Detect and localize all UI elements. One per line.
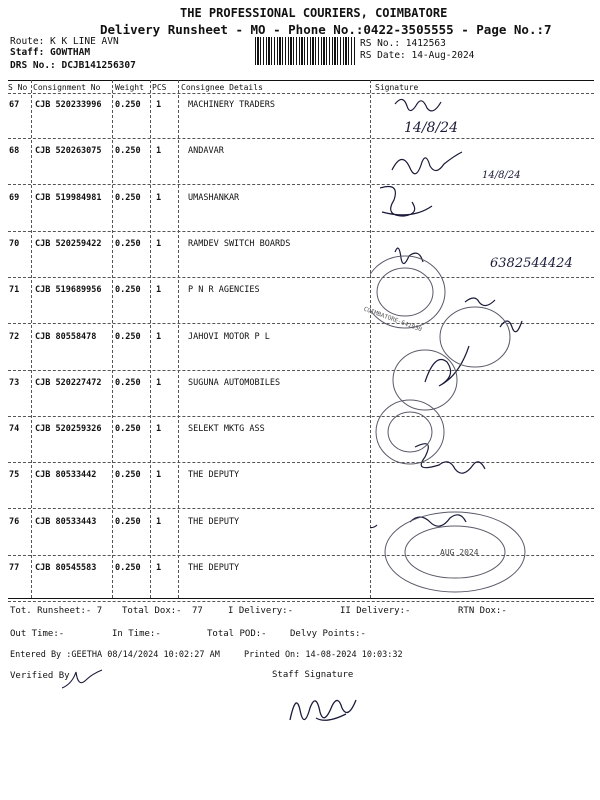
row-consignee: MACHINERY TRADERS [188,100,275,110]
row-sno: 69 [9,192,20,203]
document-title: THE PROFESSIONAL COURIERS, COIMBATORE [180,6,448,20]
column-divider [150,80,151,598]
column-divider [112,80,113,598]
row-divider [8,601,594,602]
entered-by: Entered By :GEETHA 08/14/2024 10:02:27 AM [10,650,220,660]
row-pcs: 1 [156,377,162,388]
row-weight: 0.250 [115,331,141,342]
row-pcs: 1 [156,192,162,203]
handwritten-date-67: 14/8/24 [404,120,458,136]
route-label: Route: K K LINE AVN [10,36,119,47]
rtn-dox: RTN Dox:- [458,606,507,616]
staff-signature-label: Staff Signature [272,670,354,680]
signatures-and-stamps-image [370,92,595,597]
row-pcs: 1 [156,424,162,435]
stamp-date-text: AUG 2024 [440,548,479,557]
row-consignment-no: CJB 519984981 [35,192,102,203]
row-consignment-no: CJB 80533443 [35,516,97,527]
row-weight: 0.250 [115,563,141,573]
document-subtitle: Delivery Runsheet - MO - Phone No.:0422-3505555 - Page No.:7 [100,22,552,37]
row-weight: 0.250 [115,424,141,435]
row-consignee: RAMDEV SWITCH BOARDS [188,238,291,249]
row-consignee: UMASHANKAR [188,192,240,203]
col-header-sno: S No [8,83,28,92]
row-pcs: 1 [156,470,162,481]
row-weight: 0.250 [115,100,141,110]
row-pcs: 1 [156,285,162,296]
row-consignment-no: CJB 520259326 [35,424,102,435]
row-weight: 0.250 [115,146,141,157]
row-consignee: P N R AGENCIES [188,285,260,296]
row-consignment-no: CJB 80533442 [35,470,97,481]
row-consignee: JAHOVI MOTOR P L [188,331,270,342]
row-consignment-no: CJB 80558478 [35,331,97,342]
row-pcs: 1 [156,563,162,573]
col-header-weight: Weight [115,83,144,92]
out-time: Out Time:- [10,629,65,639]
row-pcs: 1 [156,100,162,110]
in-time: In Time:- [112,629,161,639]
verified-by: Verified By [10,671,70,681]
row-sno: 74 [9,424,20,435]
i-delivery: I Delivery:- [228,606,294,616]
rs-date: RS Date: 14-Aug-2024 [360,50,475,61]
row-weight: 0.250 [115,192,141,203]
staff-label: Staff: GOWTHAM [10,47,91,58]
row-weight: 0.250 [115,470,141,481]
row-consignee: SELEKT MKTG ASS [188,424,265,435]
table-bottom-rule [8,598,594,599]
col-header-signature: Signature [375,83,419,92]
row-sno: 71 [9,285,20,296]
col-header-consignee: Consignee Details [181,83,263,92]
row-consignee: THE DEPUTY [188,563,240,573]
column-divider [178,80,179,598]
row-sno: 70 [9,238,20,249]
tot-runsheet: Tot. Runsheet:- 7 [10,606,103,616]
row-consignment-no: CJB 520259422 [35,238,102,249]
delvy-points: Delvy Points:- [290,629,366,639]
row-consignment-no: CJB 80545583 [35,563,97,573]
row-pcs: 1 [156,331,162,342]
row-pcs: 1 [156,238,162,249]
row-consignment-no: CJB 520263075 [35,146,102,157]
verifier-signature-image [60,666,110,696]
row-weight: 0.250 [115,238,141,249]
drs-number: DRS No.: DCJB141256307 [10,60,136,71]
row-consignee: THE DEPUTY [188,516,240,527]
row-consignee: SUGUNA AUTOMOBILES [188,377,281,388]
col-header-consignment: Consignment No [33,83,101,92]
table-top-rule [8,80,594,81]
row-sno: 76 [9,516,20,527]
row-weight: 0.250 [115,377,141,388]
row-sno: 77 [9,563,20,573]
row-weight: 0.250 [115,285,141,296]
col-header-pcs: PCS [152,83,167,92]
ii-delivery: II Delivery:- [340,606,411,616]
barcode-image [255,37,355,65]
rs-number: RS No.: 1412563 [360,38,446,49]
printed-on: Printed On: 14-08-2024 10:03:32 [244,650,403,660]
total-dox-value: 77 [192,606,203,616]
staff-signature-image [285,690,375,740]
handwritten-date-68: 14/8/24 [482,170,521,181]
handwritten-phone-70: 6382544424 [490,256,573,271]
row-consignee: ANDAVAR [188,146,224,157]
row-consignment-no: CJB 520233996 [35,100,102,110]
row-consignment-no: CJB 519689956 [35,285,102,296]
row-consignee: THE DEPUTY [188,470,240,481]
row-pcs: 1 [156,516,162,527]
total-pod: Total POD:- [207,629,267,639]
column-divider [31,80,32,598]
row-sno: 67 [9,100,20,110]
row-sno: 75 [9,470,20,481]
row-sno: 72 [9,331,20,342]
row-consignment-no: CJB 520227472 [35,377,102,388]
row-sno: 68 [9,146,20,157]
row-sno: 73 [9,377,20,388]
stamp-city-text: COIMBATORE-641030 [362,305,423,334]
total-dox-label: Total Dox:- [122,606,182,616]
row-weight: 0.250 [115,516,141,527]
row-pcs: 1 [156,146,162,157]
